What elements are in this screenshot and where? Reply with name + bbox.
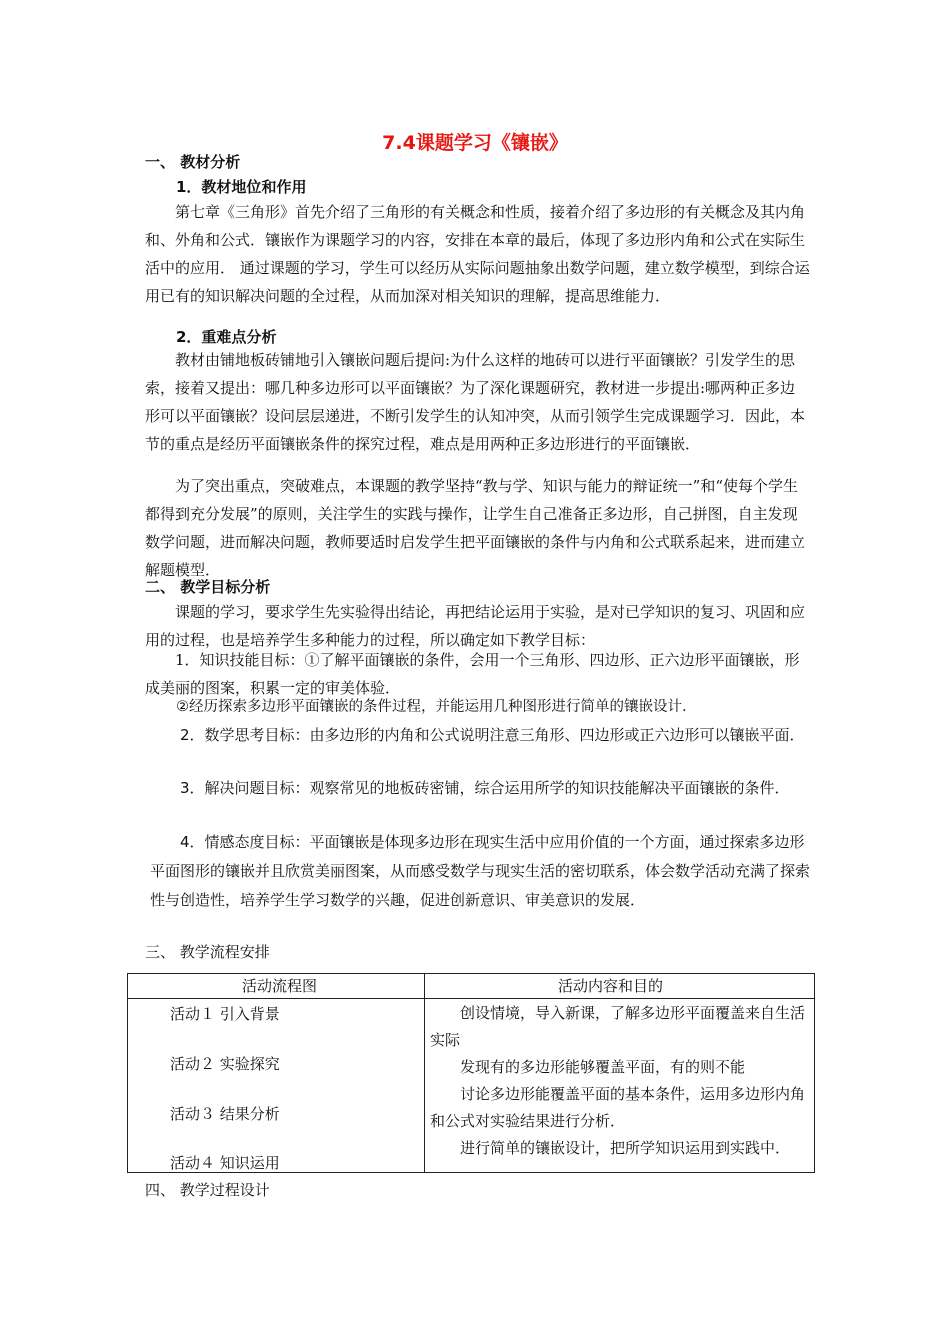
- goal-1b: ②经历探索多边形平面镶嵌的条件过程，并能运用几种图形进行简单的镶嵌设计．: [176, 699, 697, 715]
- section-1-heading: 一、 教材分析: [145, 153, 241, 171]
- section-1-sub-2-text-2: 为了突出重点，突破难点，本课题的教学坚持“教与学、知识与能力的辩证统一”和“使每个学生都得到充分发展”的原则，关注学生的实践与操作，让学生自己准备正多边形，自己拼图，自主发现数学问题，进而解决问题，教师要适时启发学生把平面镶嵌的条件与内角和公式联系起来，进而建立解题模型．: [145, 477, 806, 579]
- section-1-sub-2-heading: 2．重难点分析: [176, 328, 277, 346]
- activity-table: [127, 973, 815, 1173]
- goal-4: 4．情感态度目标：平面镶嵌是体现多边形在现实生活中应用价值的一个方面，通过探索多边形平面图形的镶嵌并且欣赏美丽图案，从而感受数学与现实生活的密切联系，体会数学活动充满了探索性与创造性，培养学生学习数学的兴趣，促进创新意识、审美意识的发展．: [150, 833, 811, 909]
- section-1-sub-1-heading: 1．教材地位和作用: [176, 178, 307, 196]
- activity-2: 活动２ 实验探究: [170, 1055, 280, 1073]
- goal-3: 3．解决问题目标：观察常见的地板砖密铺，综合运用所学的知识技能解决平面镶嵌的条件．: [180, 779, 790, 797]
- activity-content-3: 讨论多边形能覆盖平面的基本条件，运用多边形内角和公式对实验结果进行分析．: [430, 1085, 806, 1130]
- goal-1: 1．知识技能目标：①了解平面镶嵌的条件，会用一个三角形、四边形、正六边形平面镶嵌，形成美丽的图案，积累一定的审美体验．: [145, 651, 800, 697]
- activity-4: 活动４ 知识运用: [170, 1154, 280, 1172]
- table-divider-horizontal: [128, 998, 814, 999]
- table-divider-vertical: [424, 974, 425, 1172]
- activity-3: 活动３ 结果分析: [170, 1105, 280, 1123]
- section-3-heading: 三、 教学流程安排: [145, 943, 270, 961]
- section-2-intro: 课题的学习，要求学生先实验得出结论，再把结论运用于实验，是对已学知识的复习、巩固和应用的过程，也是培养学生多种能力的过程，所以确定如下教学目标：: [145, 603, 806, 649]
- activity-content-2: 发现有的多边形能够覆盖平面，有的则不能: [460, 1058, 746, 1076]
- activity-content-4: 进行简单的镶嵌设计，把所学知识运用到实践中．: [460, 1139, 791, 1157]
- section-2-heading: 二、 教学目标分析: [145, 578, 271, 596]
- table-header-flow: 活动流程图: [242, 977, 318, 995]
- document-title: 7.4课题学习《镶嵌》: [382, 132, 568, 154]
- section-1-sub-1-text: 第七章《三角形》首先介绍了三角形的有关概念和性质，接着介绍了多边形的有关概念及其内角和、外角和公式．镶嵌作为课题学习的内容，安排在本章的最后，体现了多边形内角和公式在实际生活中的应用． 通过课题的学习，学生可以经历从实际问题抽象出数学问题，建立数学模型，到综合运用已有的知识解决问题的全过程，从而加深对相关知识的理解，提高思维能力．: [145, 203, 810, 305]
- section-4-heading: 四、 教学过程设计: [145, 1181, 270, 1199]
- activity-1: 活动１ 引入背景: [170, 1005, 280, 1023]
- table-header-content: 活动内容和目的: [558, 977, 664, 995]
- activity-content-1: 创设情境，导入新课，了解多边形平面覆盖来自生活实际: [430, 1004, 806, 1049]
- section-1-sub-2-text-1: 教材由铺地板砖铺地引入镶嵌问题后提问:为什么这样的地砖可以进行平面镶嵌？引发学生的思索，接着又提出：哪几种多边形可以平面镶嵌？为了深化课题研究，教材进一步提出:哪两种正多边形可以平面镶嵌？设问层层递进，不断引发学生的认知冲突，从而引领学生完成课题学习．因此，本节的重点是经历平面镶嵌条件的探究过程，难点是用两种正多边形进行的平面镶嵌．: [145, 351, 806, 453]
- goal-2: 2．数学思考目标：由多边形的内角和公式说明注意三角形、四边形或正六边形可以镶嵌平面．: [180, 726, 805, 744]
- activity-contents: [430, 1000, 808, 1162]
